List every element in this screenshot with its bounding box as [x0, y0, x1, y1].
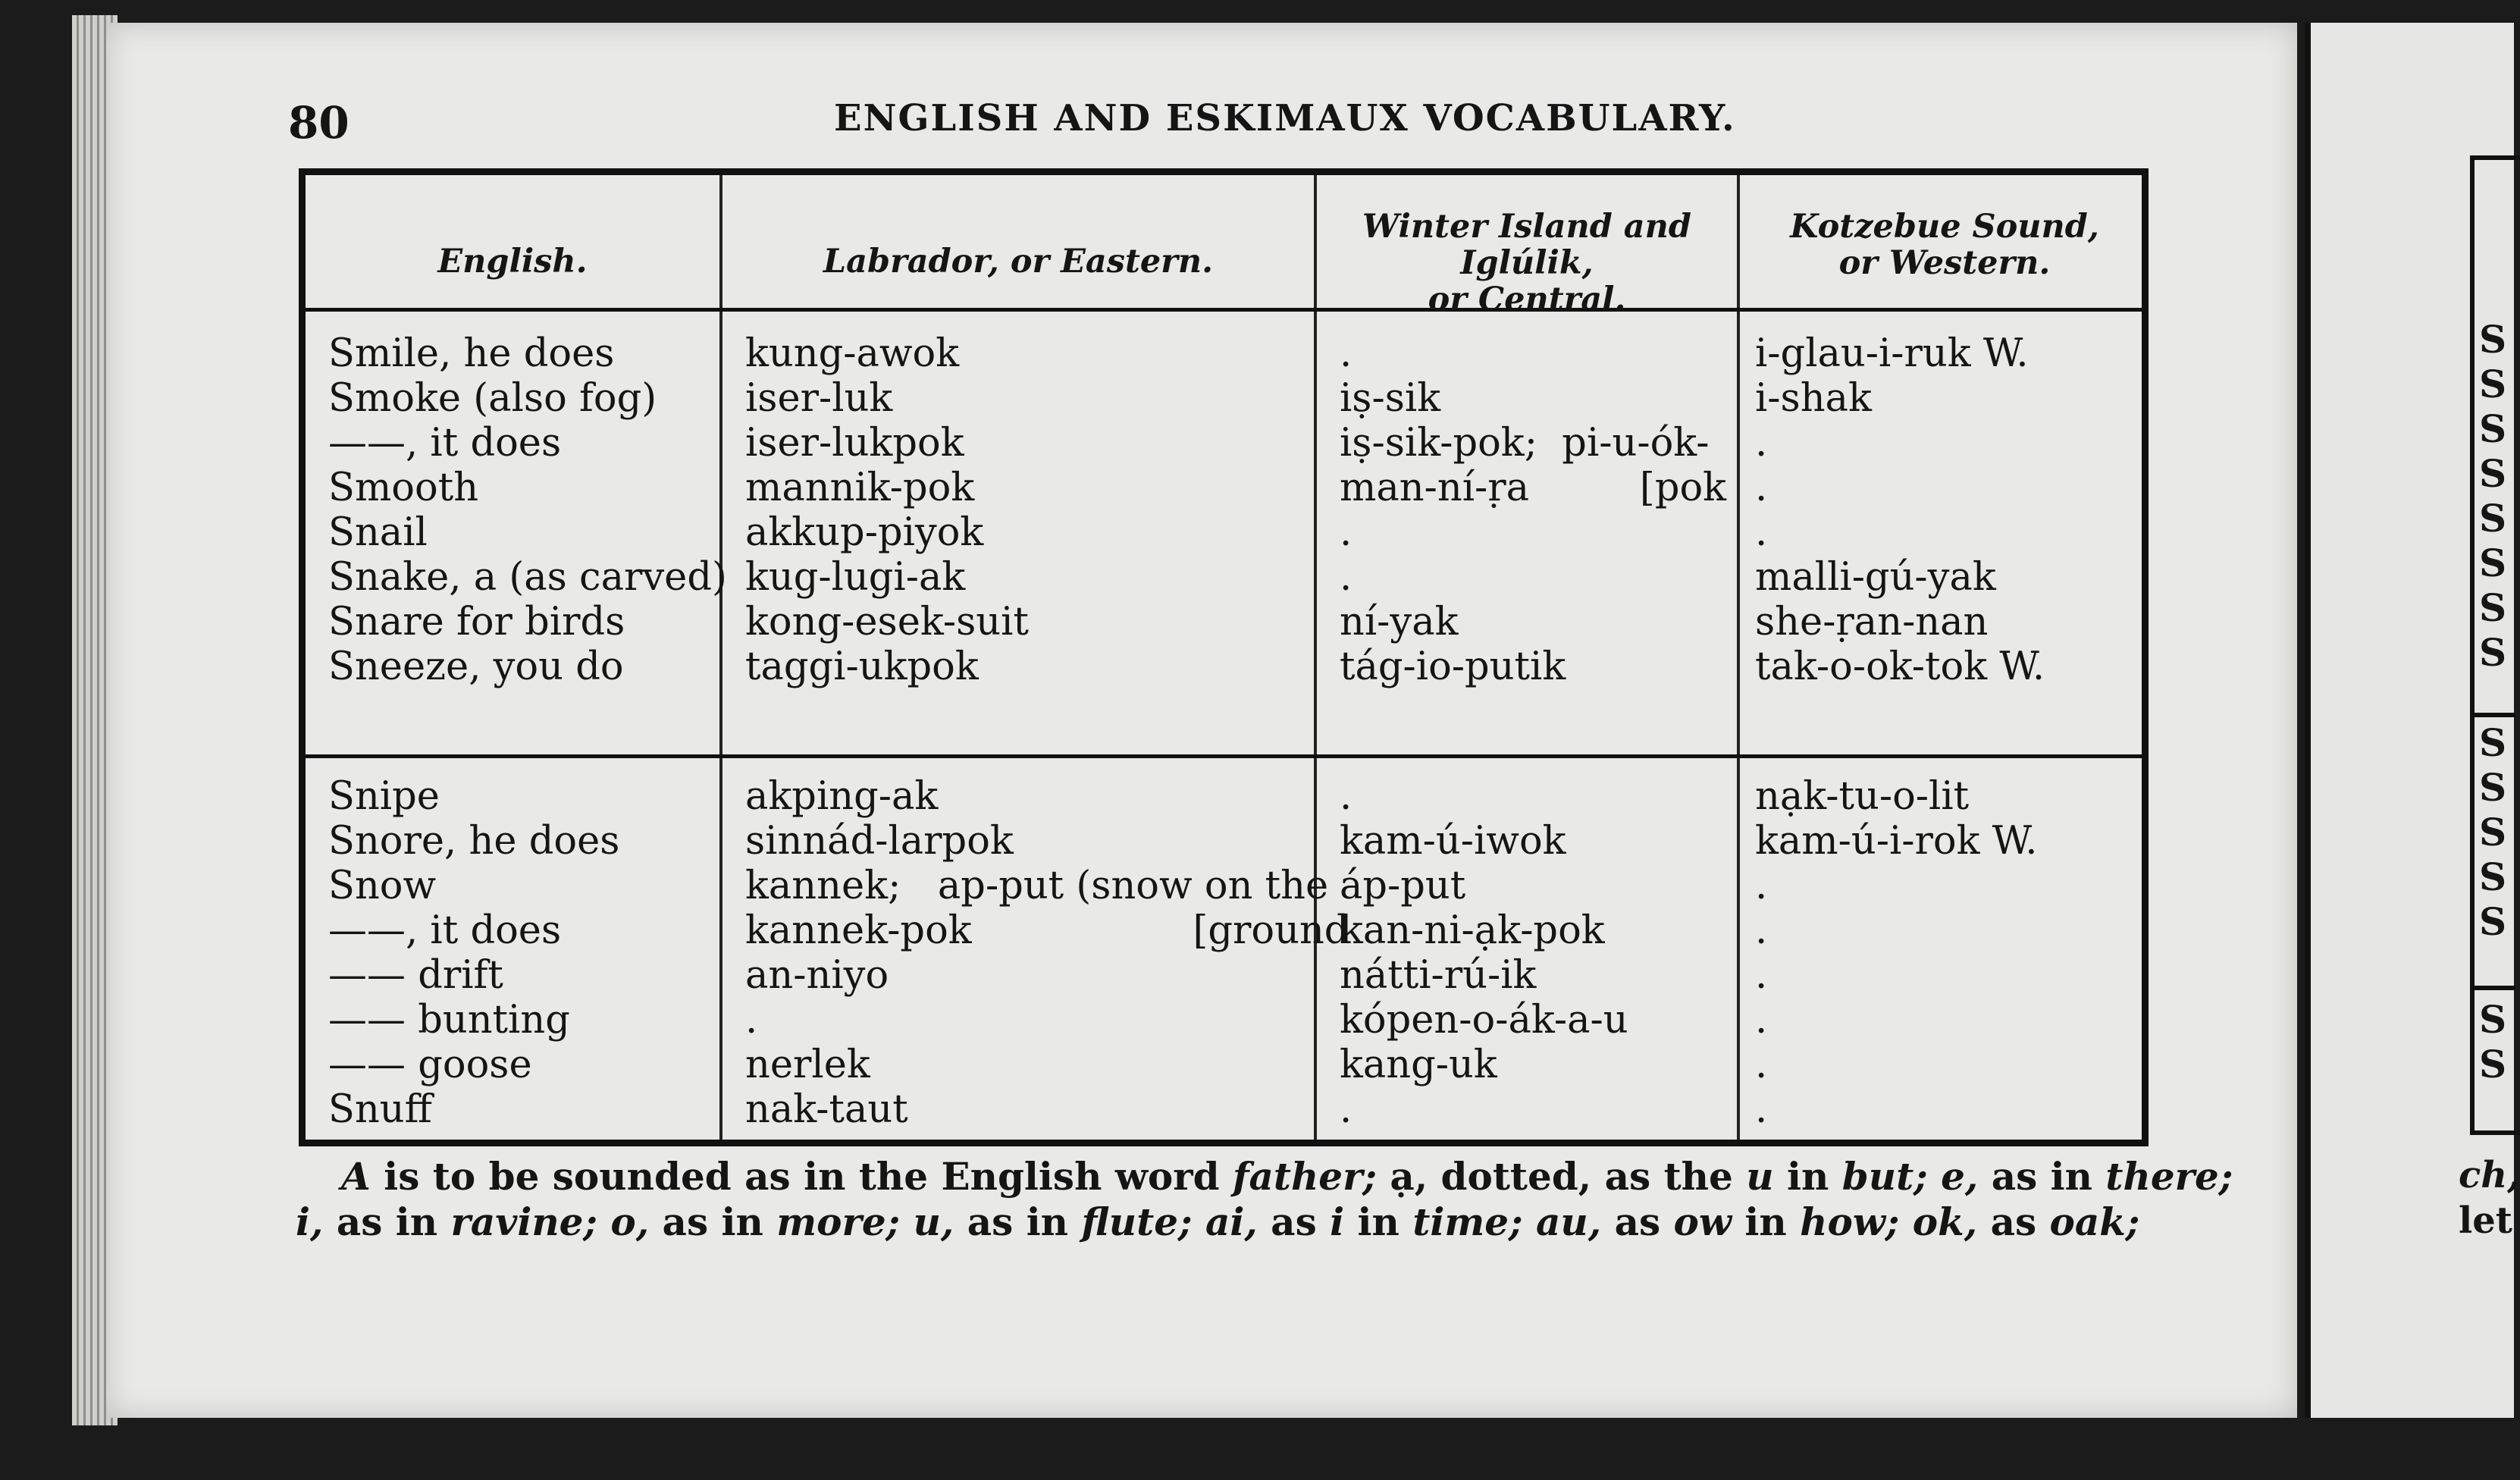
section1-english-cell: Smoke (also fog): [328, 376, 657, 421]
section2-english-cell: ——, it does: [328, 908, 562, 953]
section1-central-cell: tág-io-putik: [1340, 644, 1566, 689]
footnote-segment: how;: [1800, 1199, 1900, 1244]
section1-english-cell: Smooth: [328, 466, 479, 510]
footnote-segment: in: [1344, 1199, 1413, 1244]
section2-english-cell: Snore, he does: [328, 819, 620, 864]
footnote-segment: father;: [1232, 1154, 1377, 1199]
section1-central-cell: ní-yak: [1340, 600, 1459, 644]
adjacent-letter: S: [2479, 810, 2507, 854]
column-head-central-line1: Winter Island and Iglúlik,: [1362, 208, 1691, 282]
section1-labrador-cell: kong-esek-suit: [745, 600, 1029, 644]
section1-english-cell: Snail: [328, 510, 428, 555]
section1-english-column: [328, 331, 727, 689]
column-head-western-line1: Kotzebue Sound,: [1790, 208, 2099, 246]
section1-central-cell: iṣ-sik-pok; pi-u-ók-: [1340, 421, 1710, 466]
section2-western-cell: .: [1755, 1043, 1768, 1087]
footnote-segment: e,: [1941, 1154, 1979, 1199]
footnote-segment: ow: [1673, 1199, 1732, 1244]
column-head-western-line2: or Western.: [1838, 244, 2051, 282]
footnote-segment: as in: [954, 1199, 1082, 1244]
section2-western-cell: .: [1755, 953, 1768, 998]
adjacent-letter: S: [2479, 765, 2507, 810]
adjacent-letter: S: [2479, 541, 2507, 585]
adjacent-letter: S: [2479, 899, 2507, 944]
footnote-segment: u: [1746, 1154, 1774, 1199]
footnote-segment: i,: [296, 1199, 324, 1244]
section2-labrador-cell: .: [745, 998, 758, 1043]
section2-labrador-cell: an-niyo: [745, 953, 889, 998]
footnote-segment: [1523, 1199, 1536, 1244]
adjacent-table-divider: [2470, 986, 2515, 990]
footnote-segment: ok,: [1912, 1199, 1978, 1244]
section1-central-cell: .: [1340, 555, 1352, 600]
section1-western-cell: .: [1755, 510, 1768, 555]
footnote-segment: but;: [1841, 1154, 1928, 1199]
section1-labrador-cell: akkup-piyok: [745, 510, 984, 555]
header-rule: [306, 308, 2142, 312]
footnote-segment: i: [1330, 1199, 1345, 1244]
section2-western-cell: nạk-tu-o-lit: [1755, 774, 1970, 819]
section2-central-cell: kópen-o-ák-a-u: [1340, 998, 1628, 1043]
section1-labrador-cell: kug-lugi-ak: [745, 555, 966, 600]
running-head: ENGLISH AND ESKIMAUX VOCABULARY.: [834, 97, 1736, 140]
section2-english-column: [328, 774, 619, 1132]
column-head-western: [1740, 209, 2149, 281]
section2-western-cell: .: [1755, 998, 1768, 1043]
footnote-segment: ravine;: [450, 1199, 597, 1244]
section1-english-cell: Smile, he does: [328, 331, 615, 376]
column-divider: [1737, 175, 1740, 1140]
adjacent-letter: S: [2479, 496, 2507, 541]
section1-western-cell: malli-gú-yak: [1755, 555, 1996, 600]
section2-central-cell: nátti-rú-ik: [1340, 953, 1537, 998]
section2-western-cell: .: [1755, 1087, 1768, 1132]
footnote-segment: au,: [1536, 1199, 1602, 1244]
section1-labrador-cell: mannik-pok: [745, 466, 975, 510]
section1-central-column: [1340, 331, 1726, 689]
footnote-segment: as in: [1978, 1154, 2106, 1199]
section2-labrador-cell: kannek-pok [ground: [745, 908, 1349, 953]
footnote-line-1: [341, 1154, 2233, 1199]
section1-central-cell: .: [1340, 331, 1352, 376]
footnote-segment: is to be sounded as in the English word: [370, 1154, 1233, 1199]
adjacent-letter: S: [2479, 362, 2507, 406]
adjacent-footnote-fragment: let: [2459, 1199, 2512, 1242]
section1-english-cell: Sneeze, you do: [328, 644, 624, 689]
section2-labrador-cell: kannek; ap-put (snow on the: [745, 864, 1329, 908]
section1-labrador-cell: iser-lukpok: [745, 421, 964, 466]
adjacent-letter: S: [2479, 317, 2507, 362]
section1-western-cell: tak-o-ok-tok W.: [1755, 644, 2045, 689]
footnote-segment: in: [1773, 1154, 1842, 1199]
section2-labrador-cell: sinnád-larpok: [745, 819, 1014, 864]
section1-labrador-column: [745, 331, 1029, 689]
section2-central-cell: .: [1340, 1087, 1352, 1132]
column-head-english: English.: [437, 243, 588, 281]
section2-central-column: [1340, 774, 1628, 1132]
footnote-segment: [1899, 1199, 1912, 1244]
section1-western-cell: .: [1755, 466, 1768, 510]
section2-labrador-cell: akping-ak: [745, 774, 939, 819]
footnote-segment: ạ, dotted, as the: [1376, 1154, 1747, 1199]
section2-central-cell: kam-ú-iwok: [1340, 819, 1566, 864]
footnote-segment: as in: [649, 1199, 777, 1244]
section1-western-cell: she-ṛan-nan: [1755, 600, 1989, 644]
section1-central-cell: iṣ-sik: [1340, 376, 1441, 421]
section2-western-column: [1755, 774, 2037, 1132]
section1-english-cell: ——, it does: [328, 421, 562, 466]
section1-labrador-cell: kung-awok: [745, 331, 960, 376]
footnote-segment: oak;: [2049, 1199, 2140, 1244]
section2-central-cell: áp-put: [1340, 864, 1466, 908]
section1-western-column: [1755, 331, 2045, 689]
section2-western-cell: .: [1755, 864, 1768, 908]
footnote-segment: in: [1731, 1199, 1801, 1244]
footnote-segment: ai,: [1205, 1199, 1258, 1244]
adjacent-letter: S: [2479, 451, 2507, 496]
page-number: 80: [288, 97, 349, 149]
section1-labrador-cell: taggi-ukpok: [745, 644, 979, 689]
column-head-central: [1317, 209, 1737, 318]
footnote-segment: o,: [610, 1199, 650, 1244]
adjacent-letter: S: [2479, 1042, 2507, 1086]
footnote-segment: [597, 1199, 610, 1244]
section2-english-cell: —— drift: [328, 953, 503, 998]
adjacent-letter: S: [2479, 997, 2507, 1042]
section2-labrador-cell: nak-taut: [745, 1087, 908, 1132]
footnote-segment: as: [1977, 1199, 2050, 1244]
section2-western-cell: kam-ú-i-rok W.: [1755, 819, 2038, 864]
section2-english-cell: —— bunting: [328, 998, 570, 1043]
section2-labrador-cell: nerlek: [745, 1043, 870, 1087]
footnote-segment: [900, 1199, 913, 1244]
footnote-segment: [1928, 1154, 1941, 1199]
section2-central-cell: .: [1340, 774, 1352, 819]
adjacent-letter: S: [2479, 720, 2507, 765]
footnote-segment: as: [1601, 1199, 1674, 1244]
footnote-segment: as: [1257, 1199, 1331, 1244]
footnote-segment: [1193, 1199, 1205, 1244]
section1-western-cell: i-glau-i-ruk W.: [1755, 331, 2029, 376]
section1-labrador-cell: iser-luk: [745, 376, 893, 421]
section1-english-cell: Snare for birds: [328, 600, 625, 644]
section1-english-cell: Snake, a (as carved): [328, 555, 727, 600]
adjacent-letter: S: [2479, 585, 2507, 630]
adjacent-footnote-fragment: ch,: [2459, 1154, 2520, 1196]
vocabulary-table: [299, 168, 2149, 1146]
section1-central-cell: .: [1340, 510, 1352, 555]
adjacent-table-divider: [2470, 713, 2515, 717]
footnote-segment: there;: [2105, 1154, 2233, 1199]
footnote-segment: more;: [776, 1199, 901, 1244]
column-head-labrador: Labrador, or Eastern.: [823, 243, 1214, 281]
section2-english-cell: Snow: [328, 864, 437, 908]
footnote-segment: as in: [323, 1199, 451, 1244]
section2-labrador-column: [745, 774, 1349, 1132]
footnote-segment: A: [341, 1154, 371, 1199]
section2-english-cell: Snuff: [328, 1087, 432, 1132]
adjacent-letter: S: [2479, 406, 2507, 451]
section-rule: [306, 754, 2142, 758]
section2-western-cell: .: [1755, 908, 1768, 953]
section2-central-cell: kan-ni-ạk-pok: [1340, 908, 1605, 953]
footnote-segment: flute;: [1081, 1199, 1193, 1244]
footnote-segment: u,: [913, 1199, 954, 1244]
section1-central-cell: man-ní-ṛa [pok: [1340, 466, 1727, 510]
section2-english-cell: —— goose: [328, 1043, 532, 1087]
section1-western-cell: .: [1755, 421, 1768, 466]
section1-western-cell: i-shak: [1755, 376, 1872, 421]
adjacent-letter: S: [2479, 630, 2507, 675]
section2-central-cell: kang-uk: [1340, 1043, 1497, 1087]
section2-english-cell: Snipe: [328, 774, 440, 819]
footnote-segment: time;: [1412, 1199, 1523, 1244]
column-head-central-line2: or Central.: [1428, 281, 1626, 318]
footnote-line-2: [296, 1199, 2161, 1245]
adjacent-letter: S: [2479, 854, 2507, 899]
